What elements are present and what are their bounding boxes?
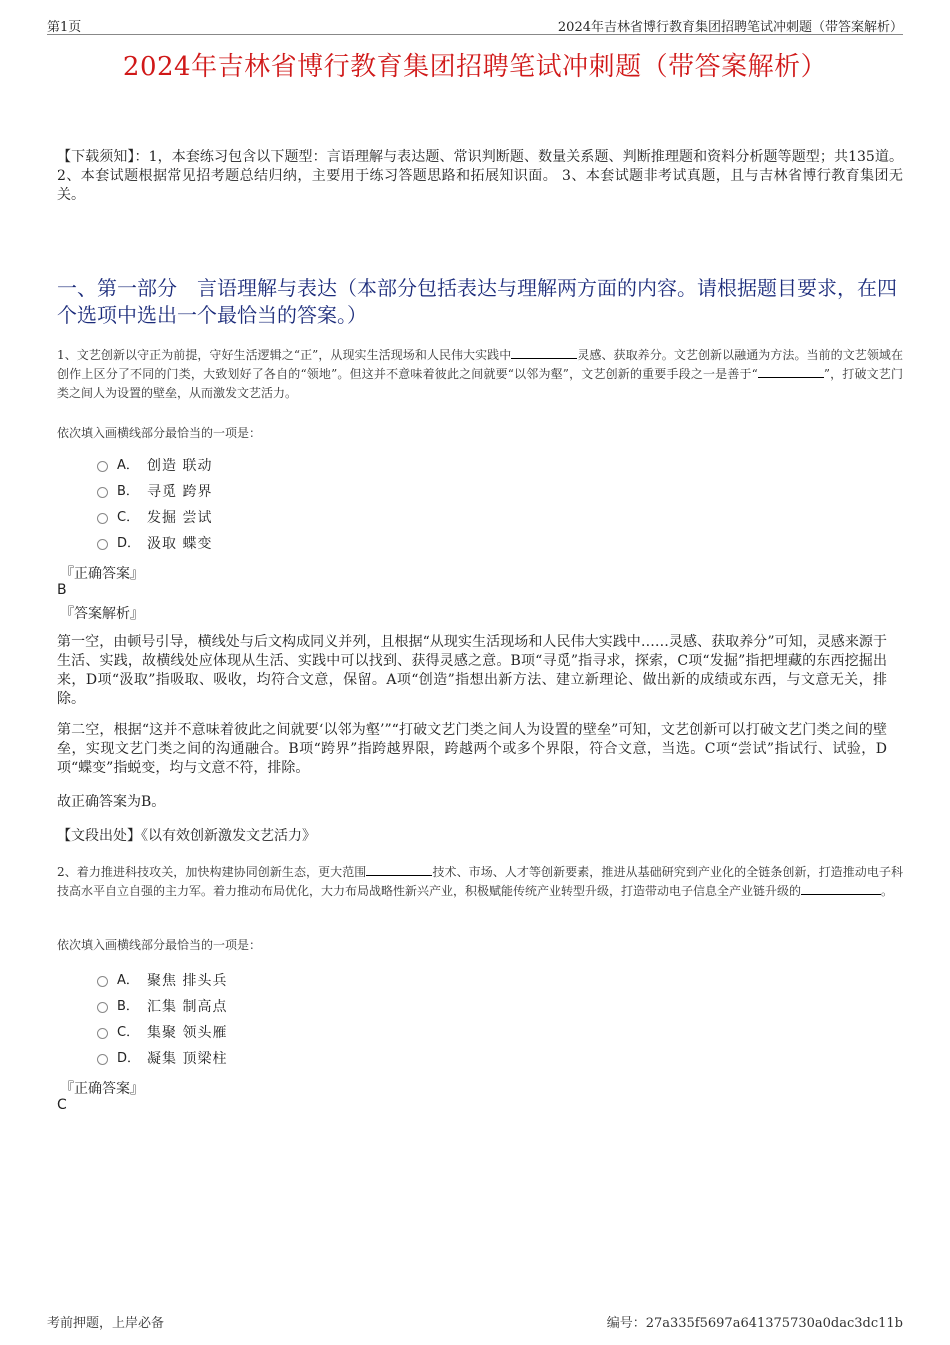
q2-part3: 。 [881, 884, 894, 898]
option-b[interactable]: B． 汇集 制高点 [97, 994, 227, 1020]
q1-part1: 1、文艺创新以守正为前提，守好生活逻辑之“正”，从现实生活现场和人民伟大实践中 [57, 348, 512, 362]
footer-serial: 编号：27a335f5697a641375730a0dac3dc11b [606, 1316, 903, 1331]
analysis-paragraph-1: 第一空，由顿号引导，横线处与后文构成同义并列，且根据“从现实生活现场和人民伟大实践中……灵感、获取养分”可知，灵感来源于生活、实践，故横线处应体现从生活、实践中可以找到、获得灵感之意。B项“寻觅”指寻求，探索，C项“发掘”指把埋藏的东西挖掘出来，D项“汲取”指吸取、吸收，均符合文意，保留。A项“创造”指想出新方法、建立新理论、做出新的成绩或东西，与文意无关，排除。 [57, 634, 887, 707]
page-number: 第1页 [47, 20, 82, 35]
question-2-options [97, 968, 227, 1072]
footer-slogan: 考前押题，上岸必备 [47, 1316, 165, 1331]
option-c[interactable]: C． 集聚 领头雁 [97, 1020, 227, 1046]
blank-line [366, 864, 432, 876]
document-title: 2024年吉林省博行教育集团招聘笔试冲刺题（带答案解析） [122, 52, 828, 82]
radio-icon[interactable] [97, 461, 108, 472]
q1-part3: ”，打破文艺门类之间人为设置的壁垒，从而激发文艺活力。 [57, 367, 903, 400]
answer-label: 『正确答案』 [60, 1081, 144, 1097]
option-d[interactable]: D． 凝集 顶梁柱 [97, 1046, 227, 1072]
radio-icon[interactable] [97, 487, 108, 498]
blank-line [511, 347, 577, 359]
question-2-prompt: 依次填入画横线部分最恰当的一项是： [57, 938, 262, 952]
page-header [47, 14, 903, 35]
radio-icon[interactable] [97, 513, 108, 524]
option-b[interactable]: B． 寻觅 跨界 [97, 479, 212, 505]
q1-part2: 灵感、获取养分。文艺创新以融通为方法。当前的文艺领域在创作上区分了不同的门类，大致划好了各自的“领地”。但这并不意味着彼此之间就要“以邻为壑”，文艺创新的重要手段之一是善于“ [57, 348, 903, 381]
analysis-label: 『答案解析』 [60, 606, 144, 622]
analysis-paragraph-2: 第二空，根据“这并不意味着彼此之间就要‘以邻为壑’”“打破文艺门类之间人为设置的壁垒”可知，文艺创新可以打破文艺门类之间的壁垒，实现文艺门类之间的沟通融合。B项“跨界”指跨越界限，跨越两个或多个界限，符合文意，当选。C项“尝试”指试行、试验，D项“蝶变”指蜕变，均与文意不符，排除。 [57, 722, 887, 776]
option-a[interactable]: A． 创造 联动 [97, 453, 212, 479]
question-1-options [97, 453, 212, 557]
analysis-conclusion: 故正确答案为B。 [57, 794, 166, 810]
question-2-text [57, 863, 903, 901]
download-notice: 【下载须知】：1，本套练习包含以下题型：言语理解与表达题、常识判断题、数量关系题、判断推理题和资料分析题等题型；共135道。 2、本套试题根据常见招考题总结归纳，主要用于练习答题思路和拓展知识面。 3、本套试题非考试真题，且与吉林省博行教育集团无关。 [57, 149, 903, 203]
blank-line [758, 366, 824, 378]
option-d[interactable]: D． 汲取 蝶变 [97, 531, 212, 557]
blank-line [801, 883, 881, 895]
radio-icon[interactable] [97, 1028, 108, 1039]
radio-icon[interactable] [97, 539, 108, 550]
source-citation: 【文段出处】《以有效创新激发文艺活力》 [57, 828, 316, 844]
section-title: 一、第一部分 言语理解与表达（本部分包括表达与理解两方面的内容。请根据题目要求，在四个选项中选出一个最恰当的答案。） [57, 276, 897, 327]
option-a[interactable]: A． 聚焦 排头兵 [97, 968, 227, 994]
question-1-prompt: 依次填入画横线部分最恰当的一项是： [57, 426, 262, 440]
radio-icon[interactable] [97, 1002, 108, 1013]
answer-value: C [57, 1097, 67, 1113]
radio-icon[interactable] [97, 976, 108, 987]
q2-part2: 技术、市场、人才等创新要素，推进从基础研究到产业化的全链条创新，打造推动电子科技高水平自立自强的主力军。着力推动布局优化，大力布局战略性新兴产业，积极赋能传统产业转型升级，打造带动电子信息全产业链升级的 [57, 865, 903, 898]
radio-icon[interactable] [97, 1054, 108, 1065]
question-1-text [57, 346, 903, 403]
answer-label: 『正确答案』 [60, 566, 144, 582]
option-c[interactable]: C． 发掘 尝试 [97, 505, 212, 531]
answer-value: B [57, 582, 67, 598]
header-doc-title: 2024年吉林省博行教育集团招聘笔试冲刺题（带答案解析） [557, 20, 903, 35]
q2-part1: 2、着力推进科技攻关，加快构建协同创新生态，更大范围 [57, 865, 367, 879]
